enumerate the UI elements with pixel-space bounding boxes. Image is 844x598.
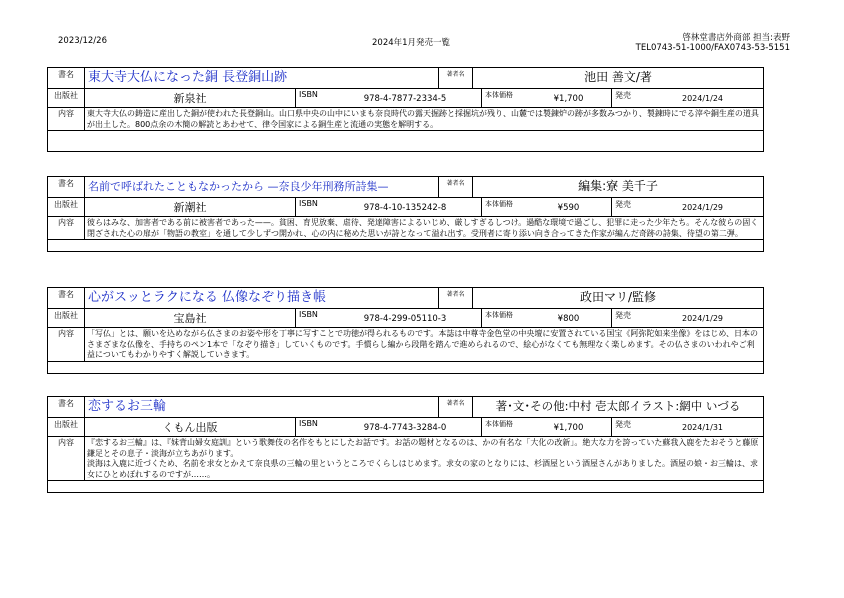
description-paragraph: 「写仏」とは、願いを込めながら仏さまのお姿や形を丁寧に写すことで功徳が得られるものです。本誌は中尊寺金色堂の中央壇に安置されている国宝《阿弥陀如来坐像》をはじめ、日本のさまざまな仏像を、手持ちのペン1本で「なぞり描き」していくものです。手慣らし編から段階を踏んで進められるので、絵心がなくても無理なく楽しめます。その仏さまのいわれやご利益についてもわかりやすく解説していきます。 (87, 329, 759, 359)
meta-row (48, 198, 763, 217)
price-label: 本体価格 (485, 91, 513, 99)
book-publisher: 新泉社 (85, 89, 296, 107)
description-paragraph: 『恋するお三輪』は、『妹背山婦女庭訓』という歌舞伎の名作をもとにしたお話です。お話の題材となるのは、かの有名な「大化の改新」。絶大な力を誇っていた蘇我入鹿をたおそうと藤原鎌足とその息子・淡海が立ちあがります。 (87, 438, 759, 458)
description-paragraph: 彼らはみな、加害者である前に被害者であった——。貧困、育児放棄、虐待、発達障害によるいじめ、厳しすぎるしつけ。過酷な環境で過ごし、犯罪に走った少年たち。そんな彼らの固く閉ざされた心の扉が「物語の教室」を通して少しずつ開かれ、心の内に秘めた思いが詩となって溢れ出す。受刑者に寄り添い向き合ってきた作家が編んだ奇跡の詩集、待望の第二弾。 (87, 218, 759, 238)
report-date: 2023/12/26 (58, 36, 107, 46)
description-row (48, 217, 763, 240)
publisher-label: 出版社 (48, 418, 85, 436)
book-description (85, 217, 763, 239)
author-label: 著者名 (439, 177, 473, 197)
book-record (47, 67, 764, 152)
book-isbn: 978-4-299-05110-3 (329, 309, 482, 327)
book-release-date: 2024/1/24 (681, 94, 724, 103)
book-description (85, 328, 763, 361)
book-release-date: 2024/1/29 (681, 203, 724, 212)
title-row (48, 68, 763, 89)
book-record (47, 176, 764, 252)
isbn-label: ISBN (299, 199, 318, 208)
title-label: 書名 (48, 288, 85, 308)
price-label: 本体価格 (485, 311, 513, 319)
title-row (48, 177, 763, 198)
price-label: 本体価格 (485, 200, 513, 208)
publisher-label: 出版社 (48, 89, 85, 107)
title-row (48, 288, 763, 309)
blank-row (48, 481, 763, 492)
description-row (48, 108, 763, 131)
release-label: 発売 (615, 200, 631, 209)
book-record (47, 287, 764, 374)
publisher-name: 啓林堂書店外商部 担当:表野 (682, 33, 790, 43)
isbn-label: ISBN (299, 90, 318, 99)
blank-row (48, 240, 763, 251)
book-publisher: 宝島社 (85, 309, 296, 327)
author-label: 著者名 (439, 288, 473, 308)
title-label: 書名 (48, 177, 85, 197)
book-title: 名前で呼ばれたこともなかったから —奈良少年刑務所詩集— (85, 177, 439, 197)
book-isbn: 978-4-7743-3284-0 (329, 418, 482, 436)
book-title: 恋するお三輪 (85, 397, 439, 417)
book-publisher: くもん出版 (85, 418, 296, 436)
isbn-label: ISBN (299, 310, 318, 319)
book-price: ¥1,700 (526, 89, 612, 107)
blank-row (48, 362, 763, 373)
book-price: ¥800 (526, 309, 612, 327)
title-row (48, 397, 763, 418)
book-description (85, 108, 763, 130)
description-label: 内容 (48, 328, 85, 361)
meta-row (48, 89, 763, 108)
contact-numbers: TEL0743-51-1000/FAX0743-53-5151 (635, 43, 790, 53)
book-price: ¥590 (526, 198, 612, 216)
description-row (48, 328, 763, 362)
description-label: 内容 (48, 437, 85, 480)
book-price: ¥1,700 (526, 418, 612, 436)
blank-row (48, 131, 763, 151)
description-label: 内容 (48, 217, 85, 239)
publisher-contact (636, 33, 790, 53)
book-isbn: 978-4-7877-2334-5 (329, 89, 482, 107)
description-row (48, 437, 763, 481)
release-label: 発売 (615, 311, 631, 320)
meta-row (48, 418, 763, 437)
author-label: 著者名 (439, 68, 473, 88)
isbn-label: ISBN (299, 419, 318, 428)
book-author: 政田マリ/監修 (579, 290, 657, 304)
publisher-label: 出版社 (48, 309, 85, 327)
book-release-date: 2024/1/31 (681, 423, 724, 432)
book-author: 編集:寮 美千子 (578, 179, 658, 193)
price-label: 本体価格 (485, 420, 513, 428)
book-isbn: 978-4-10-135242-8 (329, 198, 482, 216)
release-label: 発売 (615, 91, 631, 100)
book-description (85, 437, 763, 480)
book-record (47, 396, 764, 493)
author-label: 著者名 (439, 397, 473, 417)
description-paragraph: 東大寺大仏の鋳造に産出した銅が使われた長登銅山。山口県中央の山中にいまも奈良時代の露天掘跡と採掘坑が残り、山麓では製錬炉の跡が多数みつかり、製錬時にでる滓や銅生産の道具が出土した。800点余の木簡の解読とあわせて、律令国家による銅生産と流通の実態を解明する。 (87, 109, 759, 129)
book-title: 東大寺大仏になった銅 長登銅山跡 (85, 68, 439, 88)
title-label: 書名 (48, 68, 85, 88)
report-title: 2024年1月発売一覧 (372, 38, 451, 48)
release-label: 発売 (615, 420, 631, 429)
book-publisher: 新潮社 (85, 198, 296, 216)
meta-row (48, 309, 763, 328)
book-release-date: 2024/1/29 (681, 314, 724, 323)
description-paragraph: 淡海は入鹿に近づくため、名前を求女とかえて奈良県の三輪の里というところでくらしはじめます。求女の家のとなりには、杉酒屋という酒屋さんがありました。酒屋の娘・お三輪は、求女にひとめぼれするのですが……。 (87, 459, 758, 479)
book-author: 著･文･その他:中村 壱太郎イラスト:網中 いづる (495, 399, 741, 413)
publisher-label: 出版社 (48, 198, 85, 216)
book-author: 池田 善文/著 (584, 70, 652, 84)
description-label: 内容 (48, 108, 85, 130)
book-title: 心がスッとラクになる 仏像なぞり描き帳 (85, 288, 439, 308)
title-label: 書名 (48, 397, 85, 417)
